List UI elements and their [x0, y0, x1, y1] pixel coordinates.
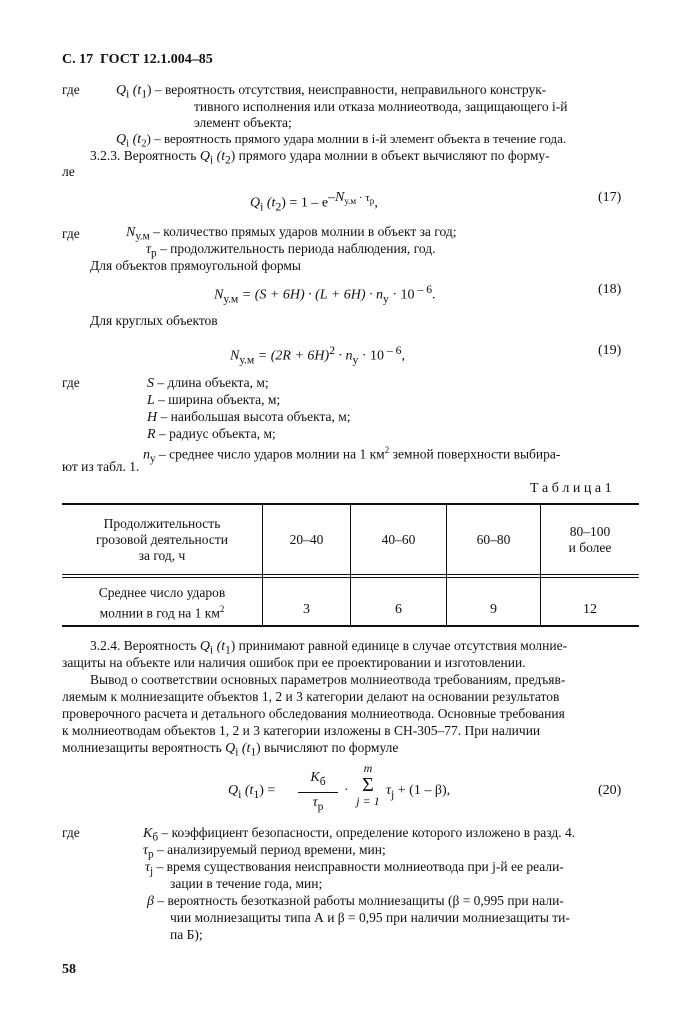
equation-20-fraction: $K_б$ $\tau_р$	[298, 770, 338, 815]
para-3-2-4-line2: защиты на объекте или наличия ошибок при ее проектировании и изготовлении.	[62, 655, 526, 670]
table-col-60-80: 60–80	[476, 532, 511, 547]
def-tau-j-line2: зации в течение года, мин;	[170, 876, 323, 891]
round-objects-line: Для круглых объектов	[90, 313, 218, 328]
def-tau-j: $\tau_j$ – время существования неисправности молниеотвода при j-й ее реали-	[145, 859, 564, 878]
standard-code: ГОСТ 12.1.004–85	[100, 52, 213, 67]
q1-desc-line2: тивного исполнения или отказа молниеотвода, защищающего i-й	[194, 99, 568, 114]
para-3-2-4-line4: ляемым к молниезащите объектов 1, 2 и 3 категории делают на основании результатов	[62, 689, 560, 704]
q1-definition: $Q_i$ $(t_1)$ – вероятность отсутствия, неисправности, неправильного конструк-	[116, 82, 547, 101]
page-header	[62, 52, 213, 68]
table-row-label: Среднее число ударов молнии в год на 1 $км^2$	[98, 584, 226, 621]
para-3-2-4-line3: Вывод о соответствии основных параметров молниеотвода требованиям, предъяв-	[90, 672, 566, 687]
para-3-2-3-line1: 3.2.3. Вероятность $Q_i$ $(t_2)$ прямого удара молнии в объект вычисляют по форму-	[90, 148, 550, 167]
var-h: H – наибольшая высота объекта, м;	[147, 409, 351, 425]
para-3-2-3-line2: ле	[62, 164, 75, 179]
para-3-2-4-line7: молниезащиты вероятность $Q_i$ $(t_1)$ вычисляют по формуле	[62, 740, 399, 759]
equation-18: $N_{у.м} = (S + 6H) \cdot (L + 6H) \cdot n_у \cdot 10$ $^{- 6}$.	[214, 283, 436, 306]
equation-18-number: (18)	[598, 282, 622, 297]
n-um-definition: $N_{у.м}$ – количество прямых ударов молнии в объект за год;	[126, 224, 457, 243]
def-beta-line3: па Б);	[170, 927, 203, 942]
where-label-2: где	[62, 226, 80, 241]
rect-objects-line: Для объектов прямоугольной формы	[90, 258, 301, 273]
equation-20-lhs: $Q_i$ $(t_1)$ =	[228, 783, 276, 801]
def-beta-line2: чии молниезащиты типа А и β = 0,95 при наличии молниезащиты ти-	[170, 910, 570, 925]
var-l: L – ширина объекта, м;	[147, 392, 281, 408]
table-header-label: Продолжительность грозовой деятельности за год, ч	[96, 516, 228, 563]
q2-definition: $Q_i$ $(t_2)$ – вероятность прямого удара молнии в i-й элемент объекта в течение года.	[116, 131, 567, 150]
where-label-1: где	[62, 82, 80, 97]
equation-17: $Q_i$ $(t_2) = 1 - e^{-N_{у.м} \cdot \tau_р}$,	[250, 190, 378, 214]
def-beta: β – вероятность безотказной работы молниезащиты (β = 0,995 при нали-	[147, 893, 564, 909]
equation-17-number: (17)	[598, 190, 622, 205]
equation-20-sum: m Σ j = 1	[356, 761, 380, 808]
tau-p-definition: $\tau_р$ – продолжительность периода наблюдения, год.	[146, 241, 436, 260]
para-3-2-4-line1: 3.2.4. Вероятность $Q_i$ $(t_1)$ принимают равной единице в случае отсутствия молние-	[90, 638, 568, 657]
equation-19: $N_{у.м} = (2R + 6H)^2 \cdot n_у \cdot 10$ $^{- 6}$,	[230, 344, 405, 367]
def-tau-p: $\tau_р$ – анализируемый период времени, мин;	[143, 842, 386, 861]
table-cell-val-2: 6	[395, 602, 402, 617]
equation-20-number: (20)	[598, 783, 622, 798]
var-n-line2: ют из табл. 1.	[62, 459, 140, 474]
var-s: S – длина объекта, м;	[147, 375, 269, 391]
table-col-20-40: 20–40	[289, 532, 324, 547]
table-col-80-100: 80–100 и более	[568, 524, 612, 555]
q1-desc-line3: элемент объекта;	[194, 115, 292, 130]
table-bottom-rule	[62, 625, 639, 627]
equation-19-number: (19)	[598, 343, 622, 358]
where-label-3: где	[62, 375, 80, 390]
page-number: 58	[62, 962, 76, 977]
equation-20-dot: ·	[344, 783, 349, 798]
table-cell-val-1: 3	[303, 602, 310, 617]
para-3-2-4-line5: проверочного расчета и детального обследования молниеотвода. Основные требования	[62, 706, 565, 721]
para-3-2-4-line6: к молниеотводам объектов 1, 2 и 3 категории изложены в СН-305–77. При наличии	[62, 723, 541, 738]
var-n: $n_у$ – среднее число ударов молнии на 1 $км^2$ земной поверхности выбира-	[143, 445, 561, 466]
where-label-4: где	[62, 825, 80, 840]
table-cell-val-3: 9	[490, 602, 497, 617]
equation-20-rhs: $\tau_j + (1 - \beta)$,	[386, 783, 451, 801]
def-k-b: $K_б$ – коэффициент безопасности, определение которого изложено в разд. 4.	[143, 825, 576, 844]
table-cell-val-4: 12	[583, 602, 597, 617]
table-col-40-60: 40–60	[381, 532, 416, 547]
page-label: С. 17	[62, 52, 94, 67]
var-r: R – радиус объекта, м;	[147, 426, 276, 442]
table-caption: Т а б л и ц а 1	[530, 481, 612, 496]
